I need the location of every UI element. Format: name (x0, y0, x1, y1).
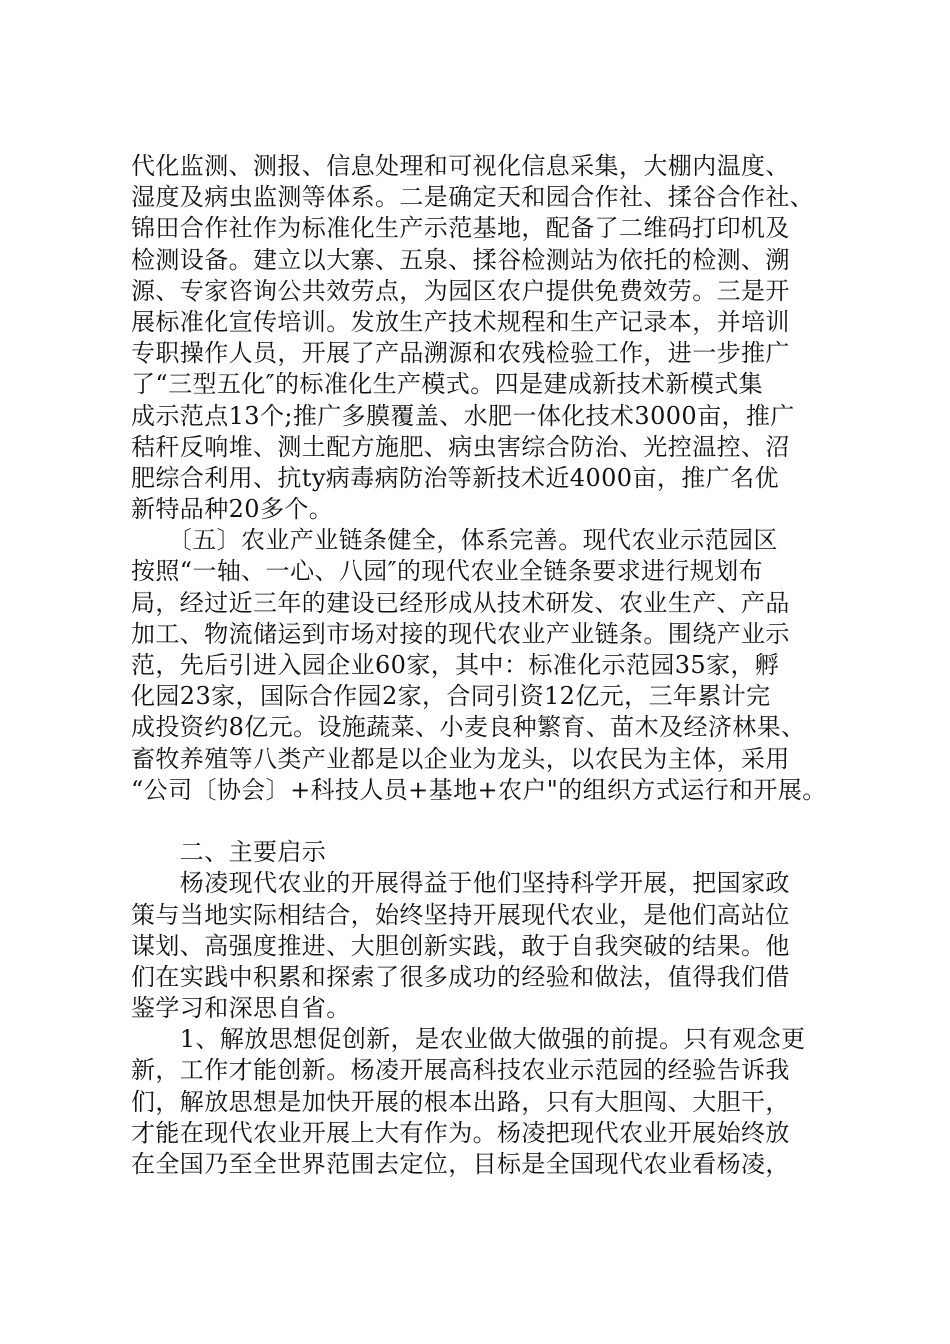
text-line: 成投资约8亿元。设施蔬菜、小麦良种繁育、苗木及经济林果、 (131, 713, 806, 742)
text-line: 新特品种20多个。 (131, 495, 334, 524)
text-line: 检测设备。建立以大寨、五泉、揉谷检测站为依托的检测、溯 (131, 245, 790, 274)
text-line: 们在实践中积累和探索了很多成功的经验和做法，值得我们借 (131, 962, 790, 991)
text-line: 按照“一轴、一心、八园″的现代农业全链条要求进行规划布 (131, 557, 764, 586)
text-line: 们，解放思想是加快开展的根本出路，只有大胆闯、大胆干， (131, 1087, 790, 1116)
text-line: 湿度及病虫监测等体系。二是确定天和园合作社、揉谷合作社、 (131, 183, 815, 212)
text-line: 代化监测、测报、信息处理和可视化信息采集，大棚内温度、 (131, 152, 790, 180)
text-line: 谋划、高强度推进、大胆创新实践，敢于自我突破的结果。他 (131, 931, 790, 960)
text-line: 1、解放思想促创新，是农业做大做强的前提。只有观念更 (131, 1025, 806, 1054)
text-line: 鉴学习和深思自省。 (131, 994, 351, 1023)
text-line: 加工、物流储运到市场对接的现代农业产业链条。围绕产业示 (131, 619, 790, 648)
text-line: 才能在现代农业开展上大有作为。杨凌把现代农业开展始终放 (131, 1118, 790, 1147)
text-line: 范，先后引进入园企业60家，其中：标准化示范园35家，孵 (131, 651, 780, 679)
text-line: 了“三型五化″的标准化生产模式。四是建成新技术新模式集 (131, 370, 764, 399)
text-line: 秸秆反响堆、测土配方施肥、病虫害综合防治、光控温控、沼 (131, 432, 790, 461)
text-line: 策与当地实际相结合，始终坚持开展现代农业，是他们高站位 (131, 900, 790, 929)
section-heading: 二、主要启示 (131, 838, 327, 867)
text-line: 成示范点13个;推广多膜覆盖、水肥一体化技术3000亩，推广 (131, 401, 795, 430)
text-line: 展标准化宣传培训。发放生产技术规程和生产记录本，并培训 (131, 307, 790, 336)
text-line: 专职操作人员，开展了产品溯源和农残检验工作，进一步推广 (131, 339, 790, 368)
text-line: “公司〔协会〕+科技人员+基地+农户"的组织方式运行和开展。 (131, 775, 827, 804)
text-line: 杨凌现代农业的开展得益于他们坚持科学开展，把国家政 (131, 869, 790, 898)
text-line: 源、专家咨询公共效劳点，为园区农户提供免费效劳。三是开 (131, 276, 790, 305)
text-line: 化园23家，国际合作园2家，合同引资12亿元，三年累计完 (131, 682, 771, 711)
paragraph-heading-line: 〔五〕农业产业链条健全，体系完善。现代农业示范园区 (131, 526, 778, 555)
text-line: 锦田合作社作为标准化生产示范基地，配备了二维码打印机及 (131, 214, 790, 243)
text-line: 肥综合利用、抗ty病毒病防治等新技术近4000亩，推广名优 (131, 463, 779, 492)
text-line: 新，工作才能创新。杨凌开展高科技农业示范园的经验告诉我 (131, 1056, 790, 1085)
document-body (131, 151, 831, 1180)
text-line: 畜牧养殖等八类产业都是以企业为龙头，以农民为主体，采用 (131, 744, 790, 773)
text-line: 在全国乃至全世界范围去定位，目标是全国现代农业看杨凌， (131, 1150, 790, 1178)
blank-line (131, 806, 831, 837)
text-line: 局，经过近三年的建设已经形成从技术研发、农业生产、产品 (131, 588, 790, 617)
